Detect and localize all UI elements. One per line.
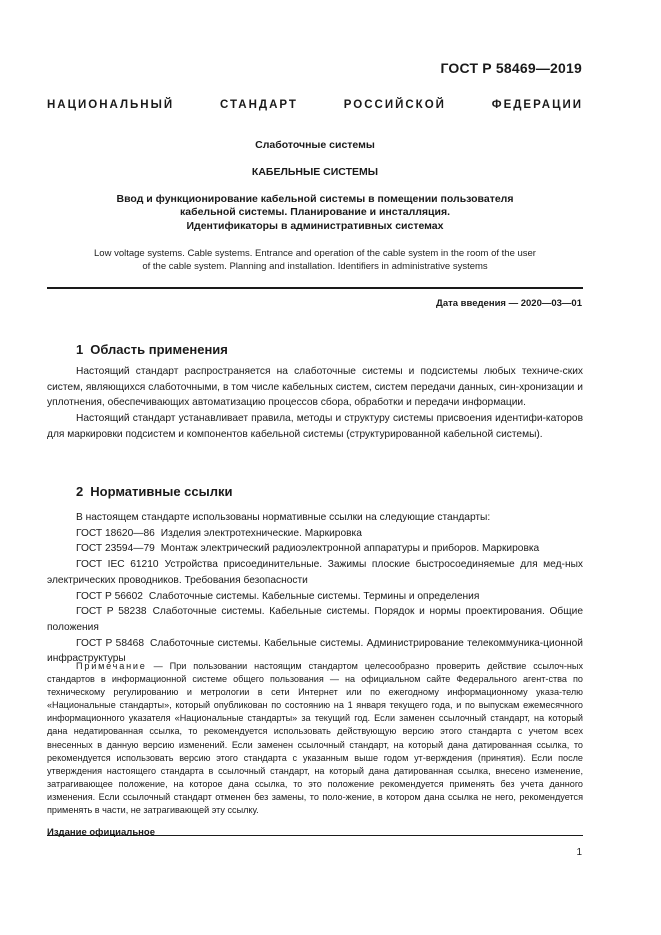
subtitle	[60, 193, 570, 233]
national-standard-banner: НАЦИОНАЛЬНЫЙ СТАНДАРТ РОССИЙСКОЙ ФЕДЕРАЦИИ	[47, 99, 583, 111]
subtitle-line: кабельной системы. Планирование и инсталляция.	[179, 206, 451, 219]
title-divider	[47, 287, 583, 289]
reference-item	[47, 589, 583, 605]
reference-code: ГОСТ Р 58238	[76, 606, 147, 618]
section-number: 2	[76, 484, 84, 499]
reference-text: Устройства присоединительные. Зажимы плоские быстросоединяемые для мед-ных электрических проводников. Требования безопасности	[47, 559, 583, 586]
subtitle-line: Ввод и функционирование кабельной системы в помещении пользователя	[116, 193, 514, 205]
note	[47, 660, 583, 817]
references-intro: В настоящем стандарте использованы нормативные ссылки на следующие стандарты:	[76, 512, 491, 523]
section-2-heading	[76, 484, 232, 499]
page-number: 1	[576, 847, 582, 858]
reference-code: ГОСТ 23594—79	[76, 543, 155, 555]
reference-code: ГОСТ Р 56602	[76, 590, 143, 602]
paragraph: Настоящий стандарт распространяется на слаботочные системы и подсистемы любых техниче-ских систем, являющихся слаботочными, в том числе кабельных систем, систем передачи данных, син-хронизации и уплотнения, обеспечивающих автоматизацию процессов сбора, обработки и передачи информации.	[47, 366, 583, 409]
reference-text: Монтаж электрический радиоэлектронной аппаратуры и приборов. Маркировка	[160, 543, 540, 555]
document-code: ГОСТ Р 58469—2019	[440, 60, 582, 76]
reference-code: ГОСТ Р 58468	[76, 637, 144, 649]
reference-item	[47, 557, 583, 588]
main-title: КАБЕЛЬНЫЕ СИСТЕМЫ	[251, 166, 379, 178]
paragraph: Настоящий стандарт устанавливает правила, методы и структуру системы присвоения идентифи-каторов для маркировки подсистем и компонентов кабельной системы (структурированной кабельной системы).	[47, 413, 583, 440]
note-label: Примечание	[76, 661, 147, 671]
english-title	[60, 247, 570, 273]
section-title: Нормативные ссылки	[90, 484, 233, 499]
category-title: Слаботочные системы	[255, 139, 375, 151]
effective-date: Дата введения — 2020—03—01	[436, 298, 582, 309]
section-number: 1	[76, 342, 84, 357]
reference-item	[47, 526, 583, 542]
reference-text: Слаботочные системы. Кабельные системы. Термины и определения	[148, 590, 480, 602]
reference-text: Слаботочные системы. Кабельные системы. Порядок и нормы проектирования. Общие положения	[47, 606, 583, 633]
references-list	[47, 510, 583, 667]
reference-item	[47, 541, 583, 557]
reference-text: Слаботочные системы. Кабельные системы. Администрирование телекоммуника-ционной инфраструктуры	[47, 637, 583, 665]
section-1-heading	[76, 342, 228, 357]
subtitle-line: Идентификаторы в административных системах	[186, 219, 444, 232]
reference-code: ГОСТ IEC 61210	[76, 559, 159, 571]
english-title-line: Low voltage systems. Cable systems. Entrance and operation of the cable system in the room of the user	[94, 248, 536, 259]
reference-code: ГОСТ 18620—86	[76, 527, 155, 539]
section-title: Область применения	[90, 342, 228, 357]
reference-text: Изделия электротехнические. Маркировка	[160, 527, 362, 539]
edition-label: Издание официальное	[47, 827, 155, 838]
reference-item	[47, 604, 583, 635]
note-text: — При пользовании настоящим стандартом целесообразно проверить действие ссылоч-ных стандартов в информационной системе общего пользования — на официальном сайте Федерального агент-ства по техническому регулированию и метрологии в сети Интернет или по ежегодному информационному указа-телю «Национальные стандарты», который опубликован по состоянию на 1 января текущего года, и по выпускам ежемесячного информационного указателя «Национальные стандарты» за текущий год. Если заменен ссылочный стандарт, на который дана недатированная ссылка, то рекомендуется использовать действующую версию этого стандарта с учетом всех внесенных в данную версию изменений. Если заменен ссылочный стандарт, на который дана датированная ссылка, то рекомендуется использовать версию этого стандарта с указанным выше годом ут-верждения (принятия). Если после утверждения настоящего стандарта в ссылочный стандарт, на который дана датированная ссылка, внесено изменение, затрагивающее положение, на которое дана ссылка, то это положение рекомендуется применять без учета данного изменения. Если ссылочный стандарт отменен без замены, то поло-жение, в котором дана ссылка не него, рекомендуется применять в части, не затрагивающей эту ссылку.	[47, 661, 583, 816]
english-title-line: of the cable system. Planning and installation. Identifiers in administrative systems	[142, 261, 488, 272]
section-1-body	[47, 364, 583, 443]
